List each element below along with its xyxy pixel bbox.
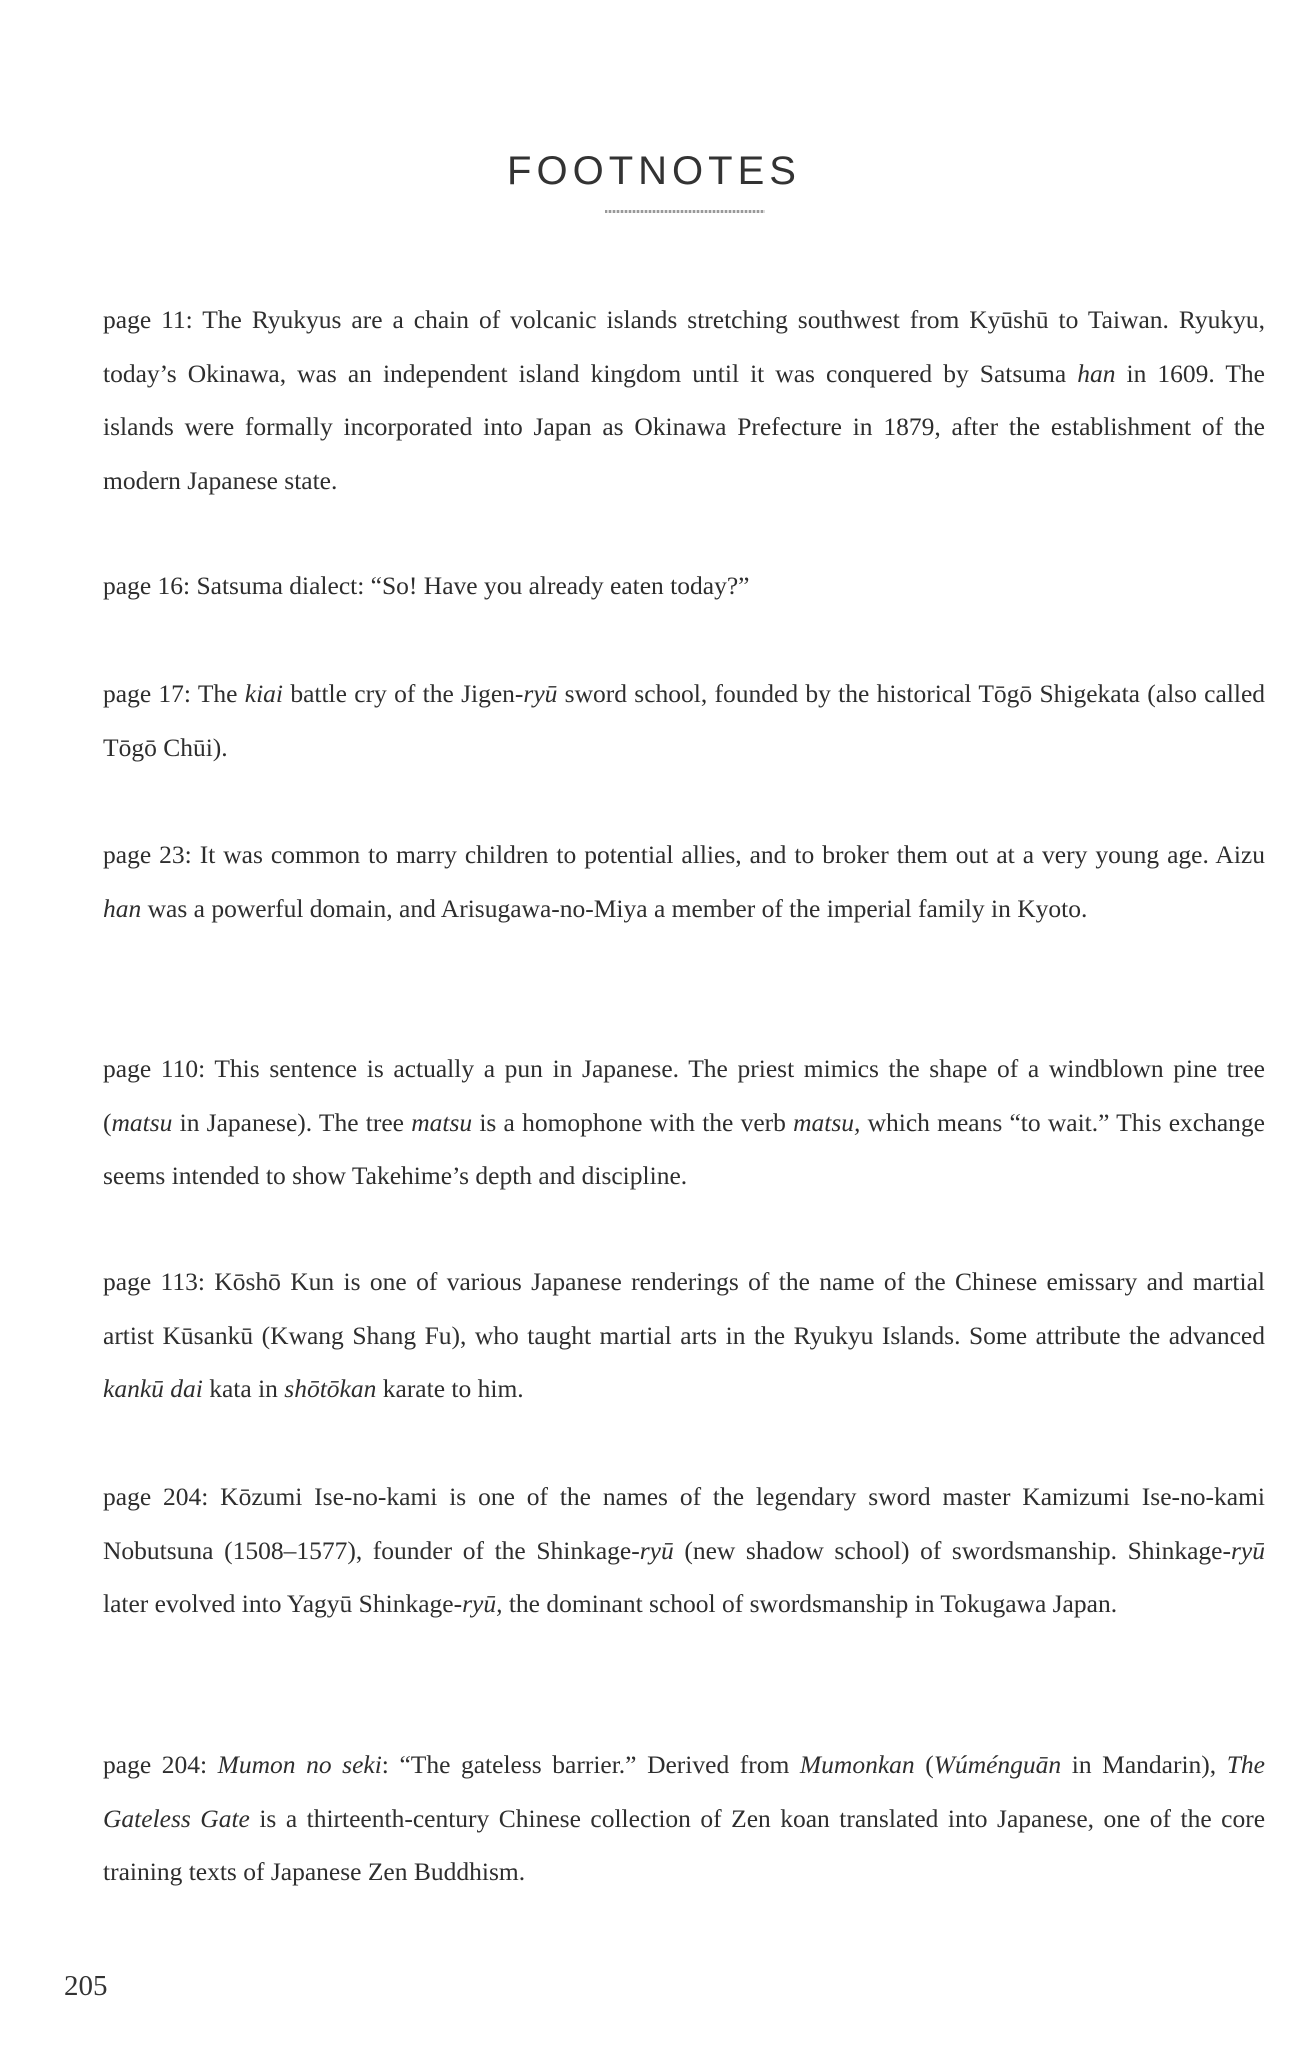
footnote-paragraph xyxy=(103,293,1265,507)
title-ornament-divider xyxy=(605,210,765,213)
footnote-text: page 16: Satsuma dialect: “So! Have you already eaten today?” xyxy=(103,571,750,600)
footnote-italic-term: matsu xyxy=(111,1107,173,1137)
footnote-text: page 204: Kōzumi Ise-no-kami is one of the names of the legendary sword master Kamizumi Ise-no-kami Nobutsuna (1508–1577), founder of the Shinkage- xyxy=(103,1482,1265,1565)
footnote-italic-term: matsu xyxy=(411,1107,473,1137)
footnote-paragraph xyxy=(103,1738,1265,1899)
footnote-italic-term: kankū dai xyxy=(103,1374,203,1403)
footnote-paragraph xyxy=(103,1255,1265,1416)
footnote-text: sword school, founded by the historical Tōgō Shigekata (also called Tōgō Chūi). xyxy=(103,679,1266,762)
footnote-paragraph xyxy=(103,828,1265,935)
footnote-italic-term: han xyxy=(1077,358,1116,388)
footnote-text: page 17: The xyxy=(103,679,245,708)
footnote-text: page 23: It was common to marry children to potential allies, and to broker them out at a very young age. Aizu xyxy=(103,840,1265,869)
footnote-italic-term: The Gateless Gate xyxy=(103,1750,1265,1833)
footnote-text: (new shadow school) of swordsmanship. Shinkage- xyxy=(673,1535,1231,1565)
footnote-text: was a powerful domain, and Arisugawa-no-Miya a member of the imperial family in Kyoto. xyxy=(141,893,1088,923)
page-title: FOOTNOTES xyxy=(507,148,801,193)
footnote-italic-term: Mumon no seki xyxy=(217,1750,382,1779)
footnote-text: in Mandarin), xyxy=(1061,1750,1227,1779)
footnote-paragraph xyxy=(103,667,1265,774)
footnote-italic-term: ryū, xyxy=(462,1589,503,1618)
footnote-text: page 110: This sentence is actually a pun in Japanese. The priest mimics the shape of a windblown pine tree ( xyxy=(103,1054,1265,1137)
footnote-italic-term: ryū xyxy=(639,1535,674,1565)
footnote-text: in Japanese). The tree xyxy=(172,1107,412,1137)
footnote-text: karate to him. xyxy=(376,1374,524,1403)
footnote-italic-term: shōtōkan xyxy=(284,1374,377,1403)
footnote-text: later evolved into Yagyū Shinkage- xyxy=(103,1589,463,1618)
footnote-italic-term: Wúménguān xyxy=(933,1750,1062,1779)
footnote-italic-term: ryū xyxy=(1230,1535,1265,1565)
footnote-text: kata in xyxy=(202,1374,285,1403)
footnote-text: is a thirteenth-century Chinese collection of Zen koan translated into Japanese, one of the core training texts of Japanese Zen Buddhism. xyxy=(103,1803,1266,1886)
footnote-text: which means “to wait.” This exchange seems intended to show Takehime’s depth and discipline. xyxy=(103,1107,1265,1190)
footnote-text: the dominant school of swordsmanship in Tokugawa Japan. xyxy=(502,1589,1118,1618)
footnote-paragraph xyxy=(103,1470,1265,1631)
footnote-italic-term: ryū xyxy=(523,679,558,708)
footnote-italic-term: han xyxy=(103,893,142,923)
footnote-text: page 204: xyxy=(103,1750,218,1779)
footnote-italic-term: kiai xyxy=(244,679,284,708)
footnote-italic-term: Mumonkan xyxy=(799,1750,915,1779)
footnote-text: in 1609. The islands were formally incorporated into Japan as Okinawa Prefecture in 1879, after the establishment of the modern Japanese state. xyxy=(103,358,1265,495)
footnote-text: is a homophone with the verb xyxy=(472,1107,794,1137)
footnote-paragraph xyxy=(103,1042,1265,1203)
footnote-paragraph xyxy=(103,559,1265,613)
footnote-text: ( xyxy=(914,1750,934,1779)
footnote-text: battle cry of the Jigen- xyxy=(283,679,524,708)
page-number: 205 xyxy=(64,1970,108,2002)
footnote-italic-term: matsu, xyxy=(793,1107,861,1137)
footnote-text: page 11: The Ryukyus are a chain of volcanic islands stretching southwest from Kyūshū to Taiwan. Ryukyu, today’s Okinawa, was an independent island kingdom until it was conquered by Satsuma xyxy=(103,305,1265,388)
footnote-text: : “The gateless barrier.” Derived from xyxy=(381,1750,800,1779)
footnote-text: page 113: Kōshō Kun is one of various Japanese renderings of the name of the Chinese emissary and martial artist Kūsankū (Kwang Shang Fu), who taught martial arts in the Ryukyu Islands. Some attribute the advanced xyxy=(103,1267,1265,1350)
